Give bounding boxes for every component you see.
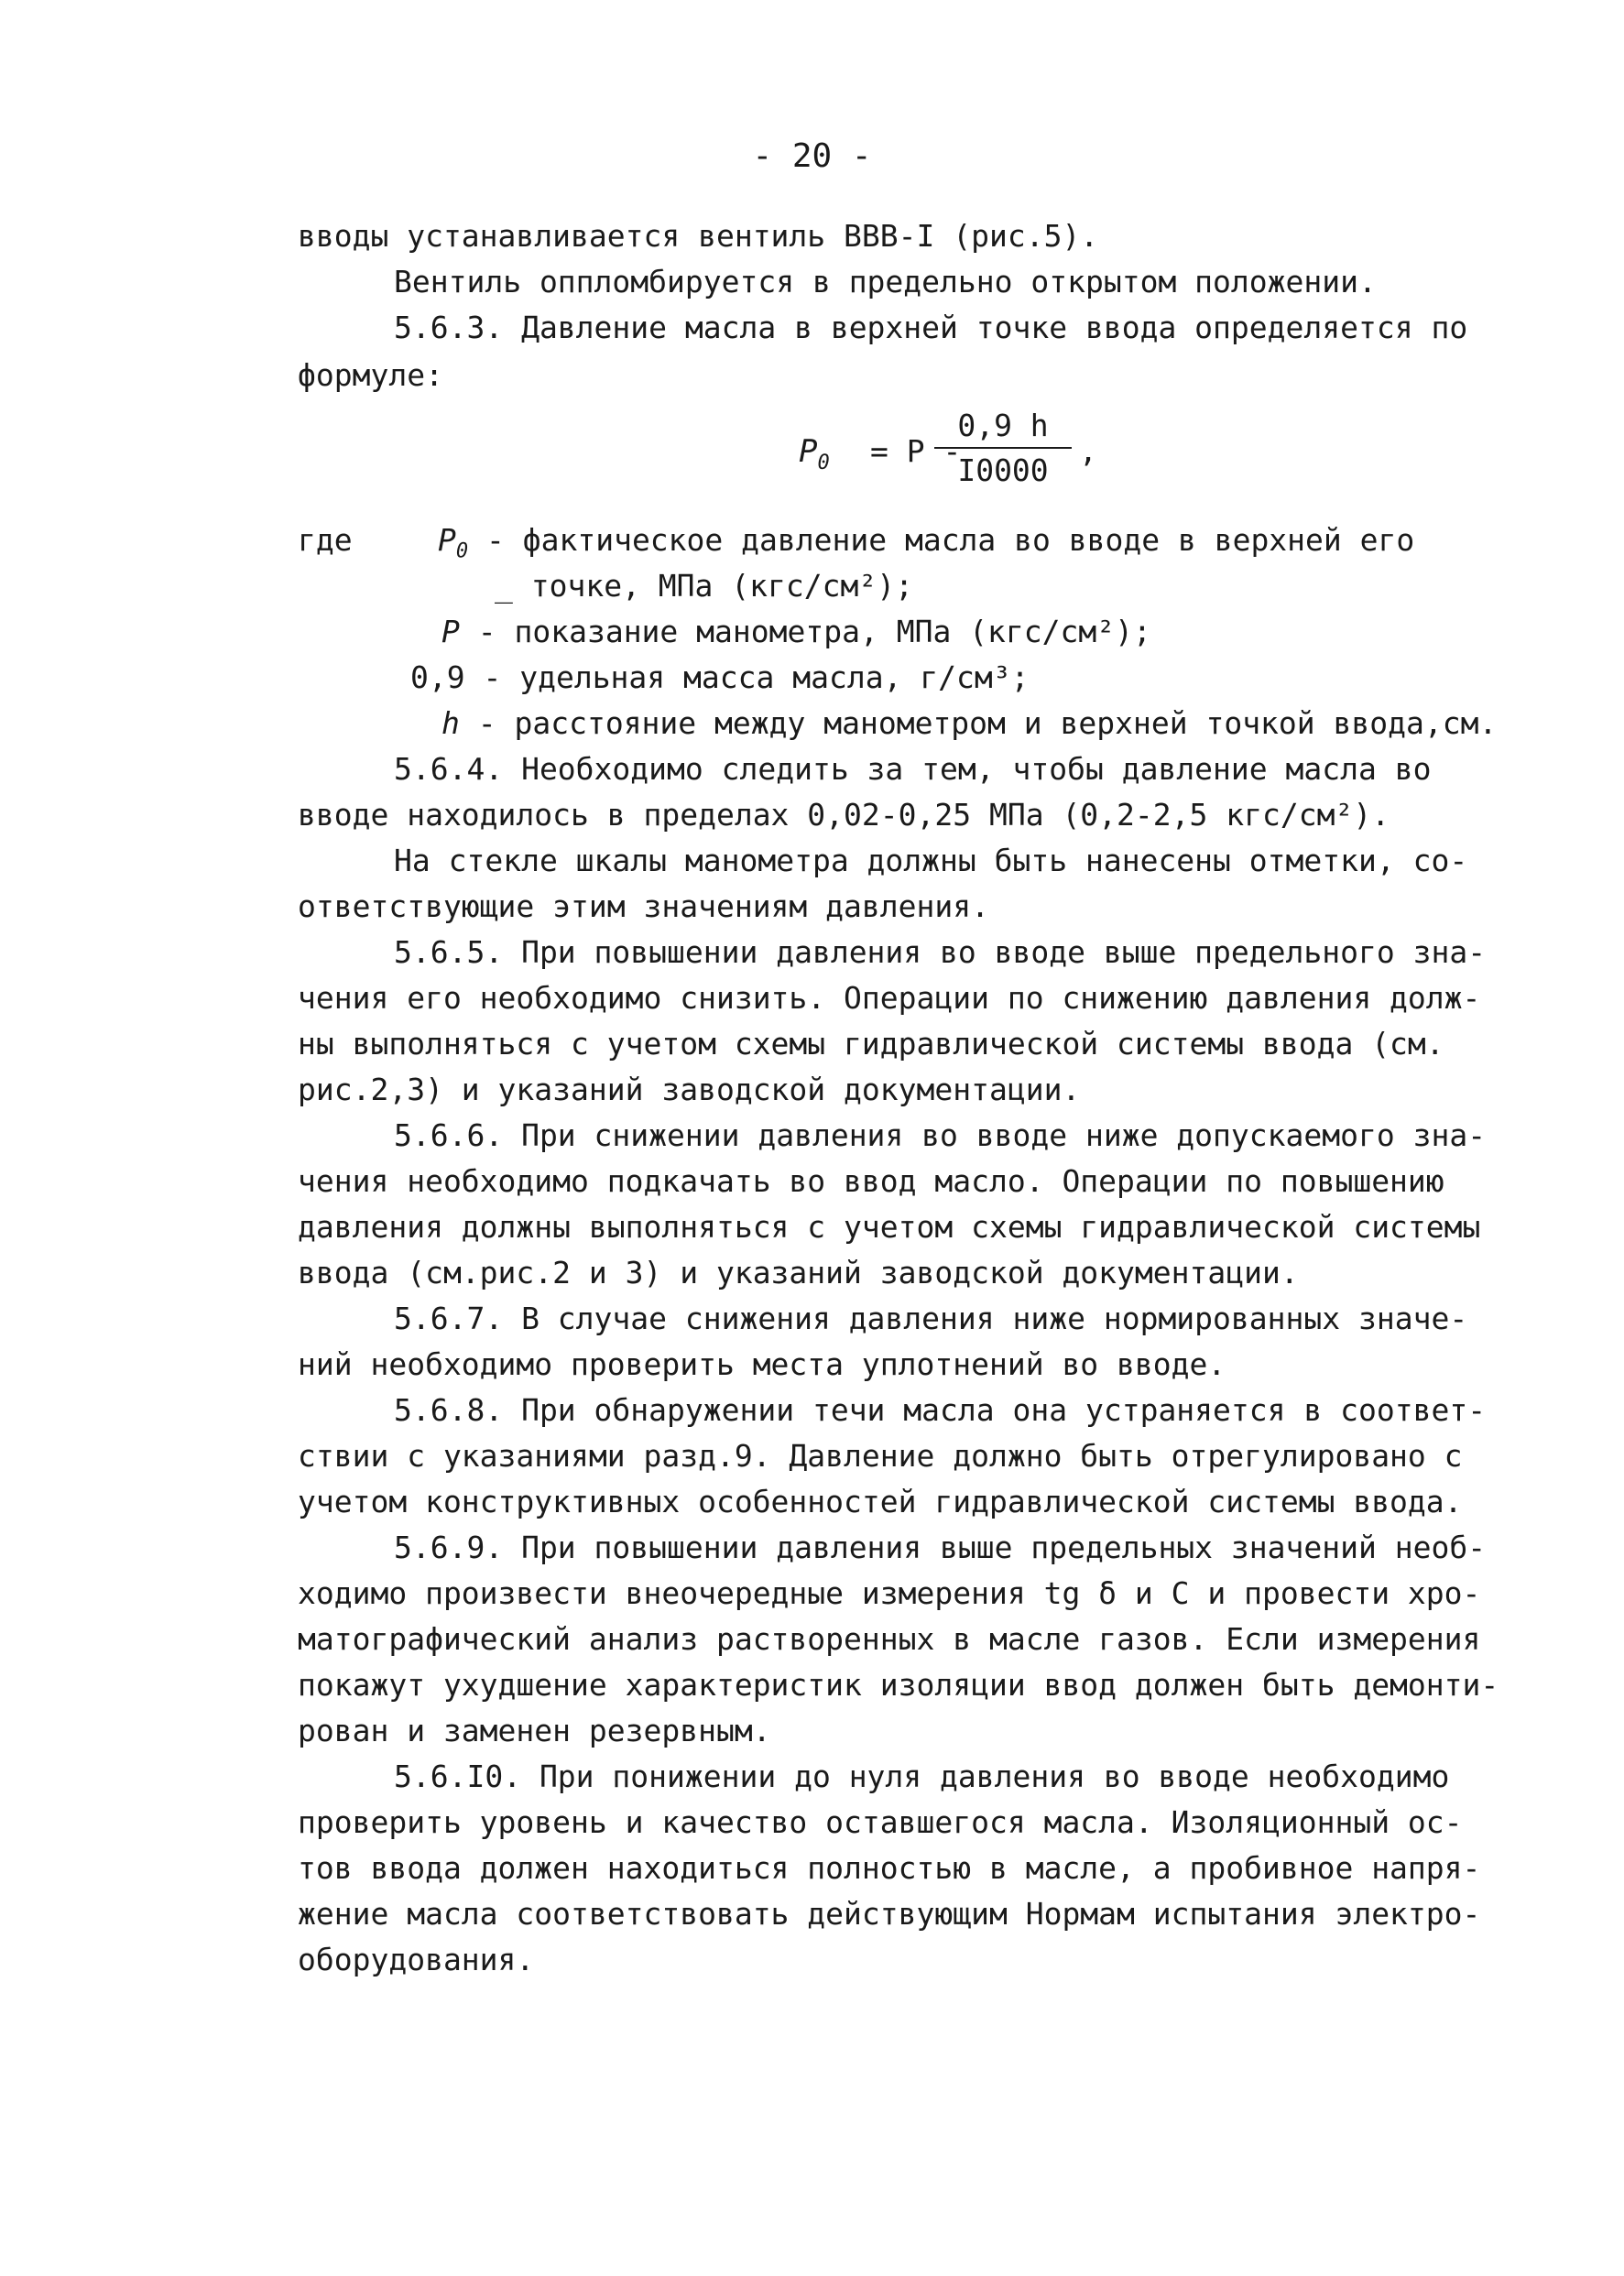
text-line: 5.6.6. При снижении давления во вводе ниже допускаемого зна- xyxy=(394,1117,1487,1153)
definition-symbol: P xyxy=(441,614,460,649)
text-line: давления должны выполняться с учетом схемы гидравлической системы xyxy=(298,1209,1481,1245)
definition-row xyxy=(495,568,913,604)
text-line: формуле: xyxy=(298,357,443,393)
text-line: вводе находилось в пределах 0,02-0,25 МПа (0,2-2,5 кгс/см²). xyxy=(298,797,1390,833)
text-line: проверить уровень и качество оставшегося масла. Изоляционный ос- xyxy=(298,1804,1463,1840)
formula-lhs: $P_0$ xyxy=(799,433,830,474)
definition-row xyxy=(441,614,1151,649)
text-line: оборудования. xyxy=(298,1942,535,1977)
text-line: Вентиль оппломбируется в предельно открытом положении. xyxy=(394,264,1377,299)
text-line: матографический анализ растворенных в масле газов. Если измерения xyxy=(298,1621,1481,1657)
text-line: 5.6.7. В случае снижения давления ниже нормированных значе- xyxy=(394,1301,1468,1336)
pressure-formula xyxy=(788,408,1154,508)
text-line: жение масла соответствовать действующим Нормам испытания электро- xyxy=(298,1896,1481,1932)
definition-symbol: h xyxy=(441,705,460,741)
text-line: 5.6.5. При повышении давления во вводе выше предельного зна- xyxy=(394,934,1487,970)
text-line: рис.2,3) и указаний заводской документации. xyxy=(298,1072,1081,1107)
definition-row xyxy=(410,659,1030,695)
definition-text: - удельная масса масла, г/см³; xyxy=(483,659,1030,695)
text-line: тов ввода должен находиться полностью в масле, а пробивное напря- xyxy=(298,1850,1481,1886)
definition-text: - расстояние между манометром и верхней точкой ввода,см. xyxy=(477,705,1498,741)
formula-fraction xyxy=(934,408,1072,488)
text-line: 5.6.3. Давление масла в верхней точке ввода определяется по xyxy=(394,310,1468,345)
text-line: чения его необходимо снизить. Операции по снижению давления долж- xyxy=(298,980,1481,1016)
definitions-label: где xyxy=(298,522,353,558)
text-line: ствии с указаниями разд.9. Давление должно быть отрегулировано с xyxy=(298,1438,1463,1474)
text-line: На стекле шкалы манометра должны быть нанесены отметки, со- xyxy=(394,843,1468,878)
formula-equals: = P - xyxy=(870,433,962,469)
definition-row xyxy=(438,522,1415,563)
text-line: вводы устанавливается вентиль ВВВ-I (рис.5). xyxy=(298,218,1099,254)
text-line: учетом конструктивных особенностей гидравлической системы ввода. xyxy=(298,1484,1463,1519)
definition-row xyxy=(441,705,1497,741)
formula-numerator: 0,9 h xyxy=(934,408,1072,449)
text-line: ны выполняться с учетом схемы гидравлической системы ввода (см. xyxy=(298,1026,1444,1062)
text-line: 5.6.4. Необходимо следить за тем, чтобы давление масла во xyxy=(394,751,1432,787)
definition-text: - показание манометра, МПа (кгс/см²); xyxy=(477,614,1151,649)
definition-text: _ точке, МПа (кгс/см²); xyxy=(495,568,913,604)
text-line: 5.6.I0. При понижении до нуля давления во вводе необходимо xyxy=(394,1759,1450,1794)
text-line: рован и заменен резервным. xyxy=(298,1713,771,1748)
definition-symbol: $P_0$ xyxy=(438,522,469,563)
formula-comma: , xyxy=(1079,433,1097,469)
text-line: ответствующие этим значениям давления. xyxy=(298,888,989,924)
text-line: 5.6.8. При обнаружении течи масла она устраняется в соответ- xyxy=(394,1392,1487,1428)
formula-denominator: I0000 xyxy=(957,452,1049,488)
text-line: покажут ухудшение характеристик изоляции ввод должен быть демонти- xyxy=(298,1667,1499,1703)
page-number: - 20 - xyxy=(752,137,872,175)
text-line: ний необходимо проверить места уплотнений во вводе. xyxy=(298,1346,1226,1382)
text-line: ввода (см.рис.2 и 3) и указаний заводской документации. xyxy=(298,1255,1299,1290)
definition-text: - фактическое давление масла во вводе в верхней его xyxy=(486,522,1415,558)
text-line: 5.6.9. При повышении давления выше предельных значений необ- xyxy=(394,1530,1487,1565)
text-line: ходимо произвести внеочередные измерения tg δ и С и провести хро- xyxy=(298,1575,1481,1611)
definition-symbol: 0,9 xyxy=(410,659,465,695)
text-line: чения необходимо подкачать во ввод масло. Операции по повышению xyxy=(298,1163,1444,1199)
